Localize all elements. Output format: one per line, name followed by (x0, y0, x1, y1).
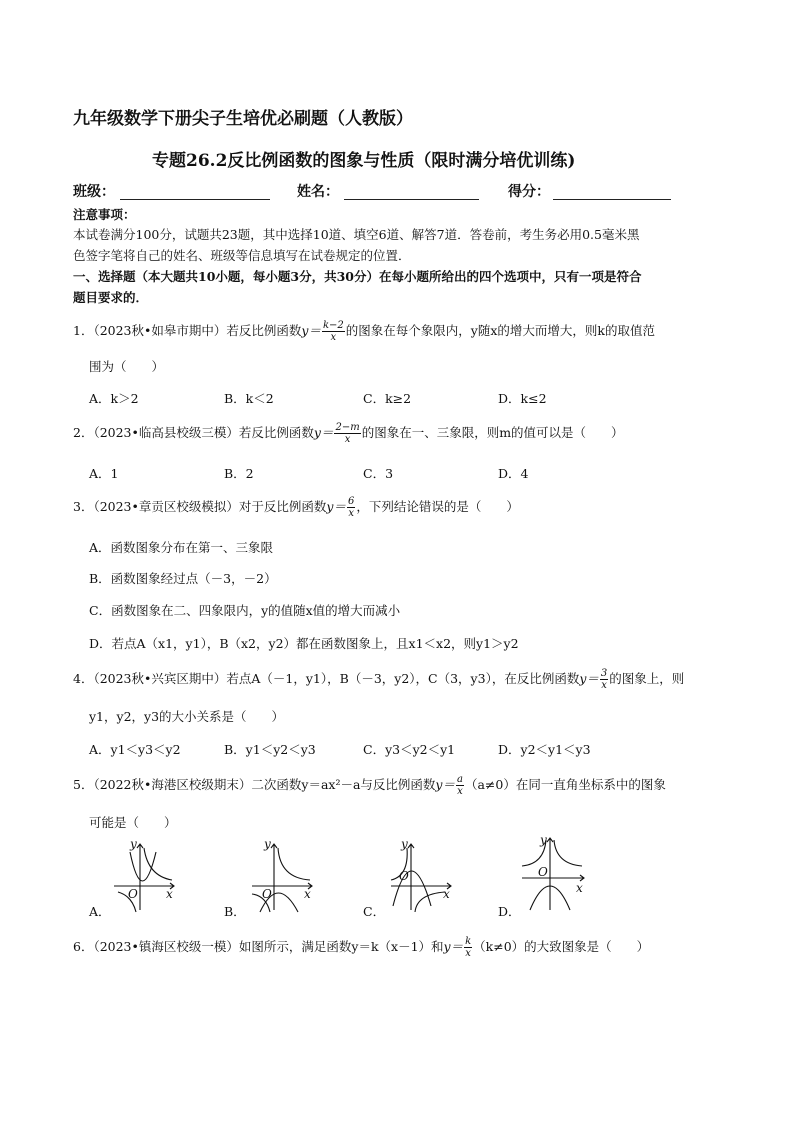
q3-option-c[interactable]: C．函数图象在二、四象限内，y的值随x值的增大而减小 (89, 603, 401, 618)
q3-option-b[interactable]: B．函数图象经过点（－3，－2） (89, 571, 277, 586)
topic-title: 专题26.2反比例函数的图象与性质（限时满分培优训练) (152, 151, 576, 171)
section-line-1: 一、选择题（本大题共10小题，每小题3分，共30分）在每小题所给出的四个选项中，只有一项是符合 (73, 269, 642, 284)
class-blank[interactable] (120, 199, 270, 200)
q2-option-c[interactable]: C．3 (363, 466, 394, 481)
notes-line-2: 色签字笔将自己的姓名、班级等信息填写在试卷规定的位置． (73, 248, 411, 263)
graph-d-origin: O (538, 865, 548, 879)
graph-a-parabola (130, 852, 156, 881)
graph-d-hyperbola-2 (554, 840, 582, 866)
graph-a-y-label: y (130, 840, 137, 851)
notes-line-1: 本试卷满分100分，试题共23题，其中选择10道、填空6道、解答7道．答卷前，考生务必用0.5毫米黑 (73, 227, 640, 242)
graph-b-origin: O (262, 887, 272, 901)
class-label: 班级： (73, 184, 115, 200)
q1-option-c[interactable]: C．k≥2 (363, 391, 412, 406)
graph-c-x-label: x (443, 887, 450, 901)
q2-option-d[interactable]: D．4 (498, 466, 529, 481)
name-label: 姓名： (297, 184, 339, 200)
q4-fraction: $\frac{3}{x}$ (600, 668, 608, 691)
question-5-line-2: 可能是（ ） (89, 815, 177, 830)
q1-option-b[interactable]: B．k＜2 (224, 391, 274, 406)
question-4: 4．（2023秋•兴宾区期中）若点A（－1，y1），B（－3，y2），C（3，y3），在反比例函数y＝ $\frac{3}{x}$ 的图象上，则 (73, 668, 685, 691)
q3-fraction: $\frac{6}{x}$ (347, 496, 355, 519)
question-6: 6．（2023•镇海区校级一模）如图所示，满足函数y＝k（x－1）和y＝ $\frac{k}{x}$ （k≠0）的大致图象是（ ） (73, 936, 650, 959)
q4-option-c[interactable]: C．y3＜y2＜y1 (363, 742, 456, 757)
score-blank[interactable] (553, 199, 671, 200)
q1-option-a[interactable]: A．k＞2 (89, 391, 139, 406)
q6-fraction: $\frac{k}{x}$ (465, 936, 472, 959)
question-2: 2．（2023•临高县校级三模）若反比例函数y＝ $\frac{2-m}{x}$ 的图象在一、三象限，则m的值可以是（ ） (73, 422, 624, 445)
section-line-2: 题目要求的． (73, 290, 149, 305)
graph-a-origin: O (128, 887, 138, 901)
q2-option-a[interactable]: A．1 (89, 466, 119, 481)
q3-option-d[interactable]: D．若点A（x1，y1），B（x2，y2）都在函数图象上，且x1＜x2，则y1＞y2 (89, 636, 519, 651)
graph-d (518, 834, 590, 914)
question-5: 5．（2022秋•海港区校级期末）二次函数y＝ax²－a与反比例函数y＝ $\frac{a}{x}$ （a≠0）在同一直角坐标系中的图象 (73, 774, 666, 797)
graph-b-hyperbola-1 (278, 848, 310, 880)
q5-option-b[interactable]: B． (224, 904, 246, 919)
graph-b-x-label: x (304, 887, 311, 901)
question-1: 1．（2023秋•如皋市期中）若反比例函数y＝ $\frac{k-2}{x}$ 的图象在每个象限内，y随x的增大而增大，则k的取值范 (73, 320, 655, 343)
question-4-line-2: y1，y2，y3的大小关系是（ ） (89, 709, 285, 724)
q5-option-d[interactable]: D． (498, 904, 521, 919)
graph-b-y-label: y (264, 840, 271, 851)
graph-d-y-label: y (540, 834, 547, 847)
q4-option-a[interactable]: A．y1＜y3＜y2 (89, 742, 181, 757)
q2-fraction: $\frac{2-m}{x}$ (335, 422, 360, 445)
q4-option-d[interactable]: D．y2＜y1＜y3 (498, 742, 591, 757)
question-3: 3．（2023•章贡区校级模拟）对于反比例函数y＝ $\frac{6}{x}$ ，下列结论错误的是（ ） (73, 496, 519, 519)
q2-option-b[interactable]: B．2 (224, 466, 254, 481)
notes-heading: 注意事项： (73, 207, 136, 222)
graph-a (110, 840, 180, 915)
q5-option-a[interactable]: A． (89, 904, 111, 919)
graph-c-y-label: y (401, 840, 408, 851)
score-label: 得分： (508, 184, 550, 200)
page-title: 九年级数学下册尖子生培优必刷题（人教版） (73, 109, 413, 129)
question-1-line-2: 围为（ ） (89, 359, 165, 374)
graph-d-x-label: x (576, 881, 583, 895)
q5-option-c[interactable]: C． (363, 904, 386, 919)
q1-option-d[interactable]: D．k≤2 (498, 391, 547, 406)
graph-c (387, 840, 457, 915)
name-blank[interactable] (344, 199, 479, 200)
q3-option-a[interactable]: A．函数图象分布在第一、三象限 (89, 540, 274, 555)
graph-a-x-label: x (166, 887, 173, 901)
q4-option-b[interactable]: B．y1＜y2＜y3 (224, 742, 316, 757)
q1-fraction: $\frac{k-2}{x}$ (322, 320, 344, 343)
q5-fraction: $\frac{a}{x}$ (456, 774, 463, 797)
graph-b (248, 840, 318, 915)
graph-c-origin: O (399, 869, 409, 883)
